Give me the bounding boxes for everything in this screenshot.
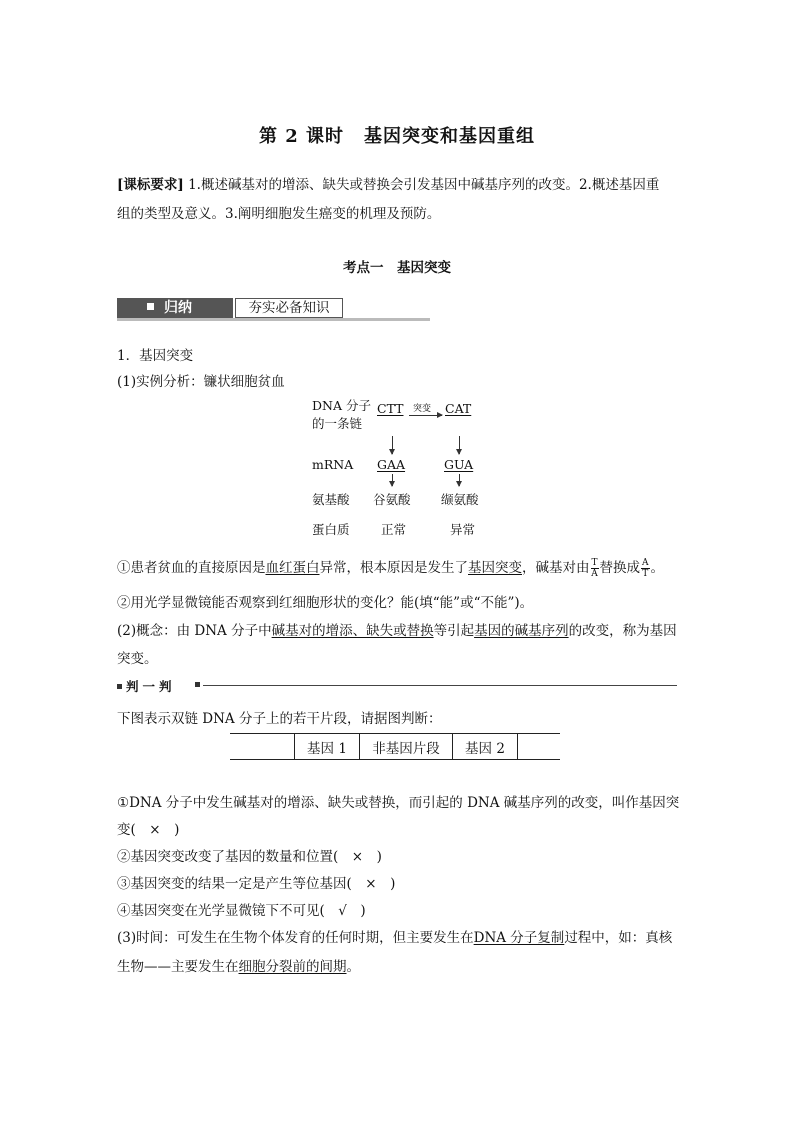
frac2-top: A [642,558,649,568]
page-title [0,122,794,148]
judgement-4: ④基因突变在光学显微镜下不可见( √ ) [117,903,366,919]
p1-u2: 基因突变 [468,560,522,576]
c-t1: (2)概念：由 DNA 分子中 [117,623,272,639]
down-arrow-normal-2 [392,474,393,486]
normal-aa: 谷氨酸 [373,492,411,507]
normal-dna: CTT [377,401,404,416]
down-arrow-mutant-2 [459,474,460,486]
c-u1: 碱基对的增添、缺失或替换 [271,623,434,639]
segment-cell: 非基因片段 [360,734,453,760]
time-t3: 生物——主要发生在 [117,959,239,975]
title-topic: 基因突变和基因重组 [364,126,536,147]
table-row [230,734,560,760]
fraction-t-a [591,558,599,579]
p1-t4: 替换成 [599,560,641,576]
requirements-text: 1.概述碱基对的增添、缺失或替换会引发基因中碱基序列的改变。2.概述基因重 [183,177,660,193]
down-arrow-normal-1 [392,436,393,454]
concept-line-1 [117,619,677,639]
requirements-line-2: 组的类型及意义。3.阐明细胞发生癌变的机理及预防。 [117,206,441,222]
judgement-1-line-1: ①DNA 分子中发生碱基对的增添、缺失或替换，而引起的 DNA 碱基序列的改变，叫作基因突 [117,795,680,811]
p1-u1: 血红蛋白 [265,560,320,576]
banner-dark-label: 归纳 [164,300,192,316]
aa-label: 氨基酸 [312,492,350,507]
judge-intro: 下图表示双链 DNA 分子上的若干片段，请据图判断： [117,711,442,727]
item1-heading: 1．基因突变 [117,348,194,364]
frac1-bottom: A [591,569,598,579]
protein-label: 蛋白质 [312,522,350,537]
requirements-label: [课标要求] [117,177,184,193]
banner-rule [117,318,430,321]
banner-dark [117,298,233,318]
dna-segment-table [230,733,560,760]
segment-cell [518,734,561,760]
square-icon [195,682,200,687]
mrna-label: mRNA [312,457,354,472]
banner-light: 夯实必备知识 [235,298,343,318]
square-icon [147,303,154,310]
down-arrow-mutant-1 [459,436,460,454]
c-u2: 基因的碱基序列 [474,623,569,639]
mutant-dna: CAT [445,401,472,416]
p1-t2: 异常，根本原因是发生了 [319,560,468,576]
dna-label-1: DNA 分子 [312,398,371,413]
concept-line-2: 突变。 [117,651,158,667]
frac2-bottom: T [642,569,649,579]
normal-mrna: GAA [377,457,406,472]
p1-t3: ，碱基对由 [522,560,590,576]
time-t2: 过程中，如：真核 [564,930,673,946]
mutant-aa: 缬氨酸 [441,492,479,507]
normal-protein: 正常 [381,522,407,537]
judgement-3: ③基因突变的结果一定是产生等位基因( × ) [117,876,396,892]
mutant-mrna: GUA [444,457,474,472]
segment-cell [230,734,295,760]
section-title: 考点一 基因突变 [343,260,451,276]
mutation-arrow [409,415,442,416]
square-icon [117,684,122,689]
point-1 [117,556,664,579]
judgement-2: ②基因突变改变了基因的数量和位置( × ) [117,849,382,865]
segment-cell: 基因 2 [453,734,518,760]
time-u2: 细胞分裂前的间期 [238,959,347,975]
requirements-line-1 [117,173,659,193]
judge-rule [203,685,677,686]
p1-t1: ①患者贫血的直接原因是 [117,560,266,576]
dna-label-2: 的一条链 [312,416,363,431]
time-line-2 [117,955,360,975]
point-2: ②用光学显微镜能否观察到红细胞形状的变化？能(填“能”或“不能”)。 [117,595,534,611]
p1-t5: 。 [650,560,665,576]
section-banner [117,298,430,322]
mutant-protein: 异常 [450,522,476,537]
c-t2: 等引起 [433,623,475,639]
time-line-1 [117,926,672,946]
frac1-top: T [591,558,598,568]
judge-divider [117,677,677,693]
judgement-1-line-2: 变( × ) [117,822,180,838]
fraction-a-t [641,558,650,579]
title-lesson: 第 2 课时 [258,126,345,147]
time-u1: DNA 分子复制 [473,930,565,946]
judge-label: 判一判 [126,679,176,694]
item1-sub: (1)实例分析：镰状细胞贫血 [117,374,285,390]
c-t3: 的改变，称为基因 [568,623,677,639]
time-t1: (3)时间：可发生在生物个体发育的任何时期，但主要发生在 [117,930,474,946]
time-t4: 。 [346,959,360,975]
segment-cell: 基因 1 [295,734,360,760]
mutation-label: 突变 [413,404,432,414]
